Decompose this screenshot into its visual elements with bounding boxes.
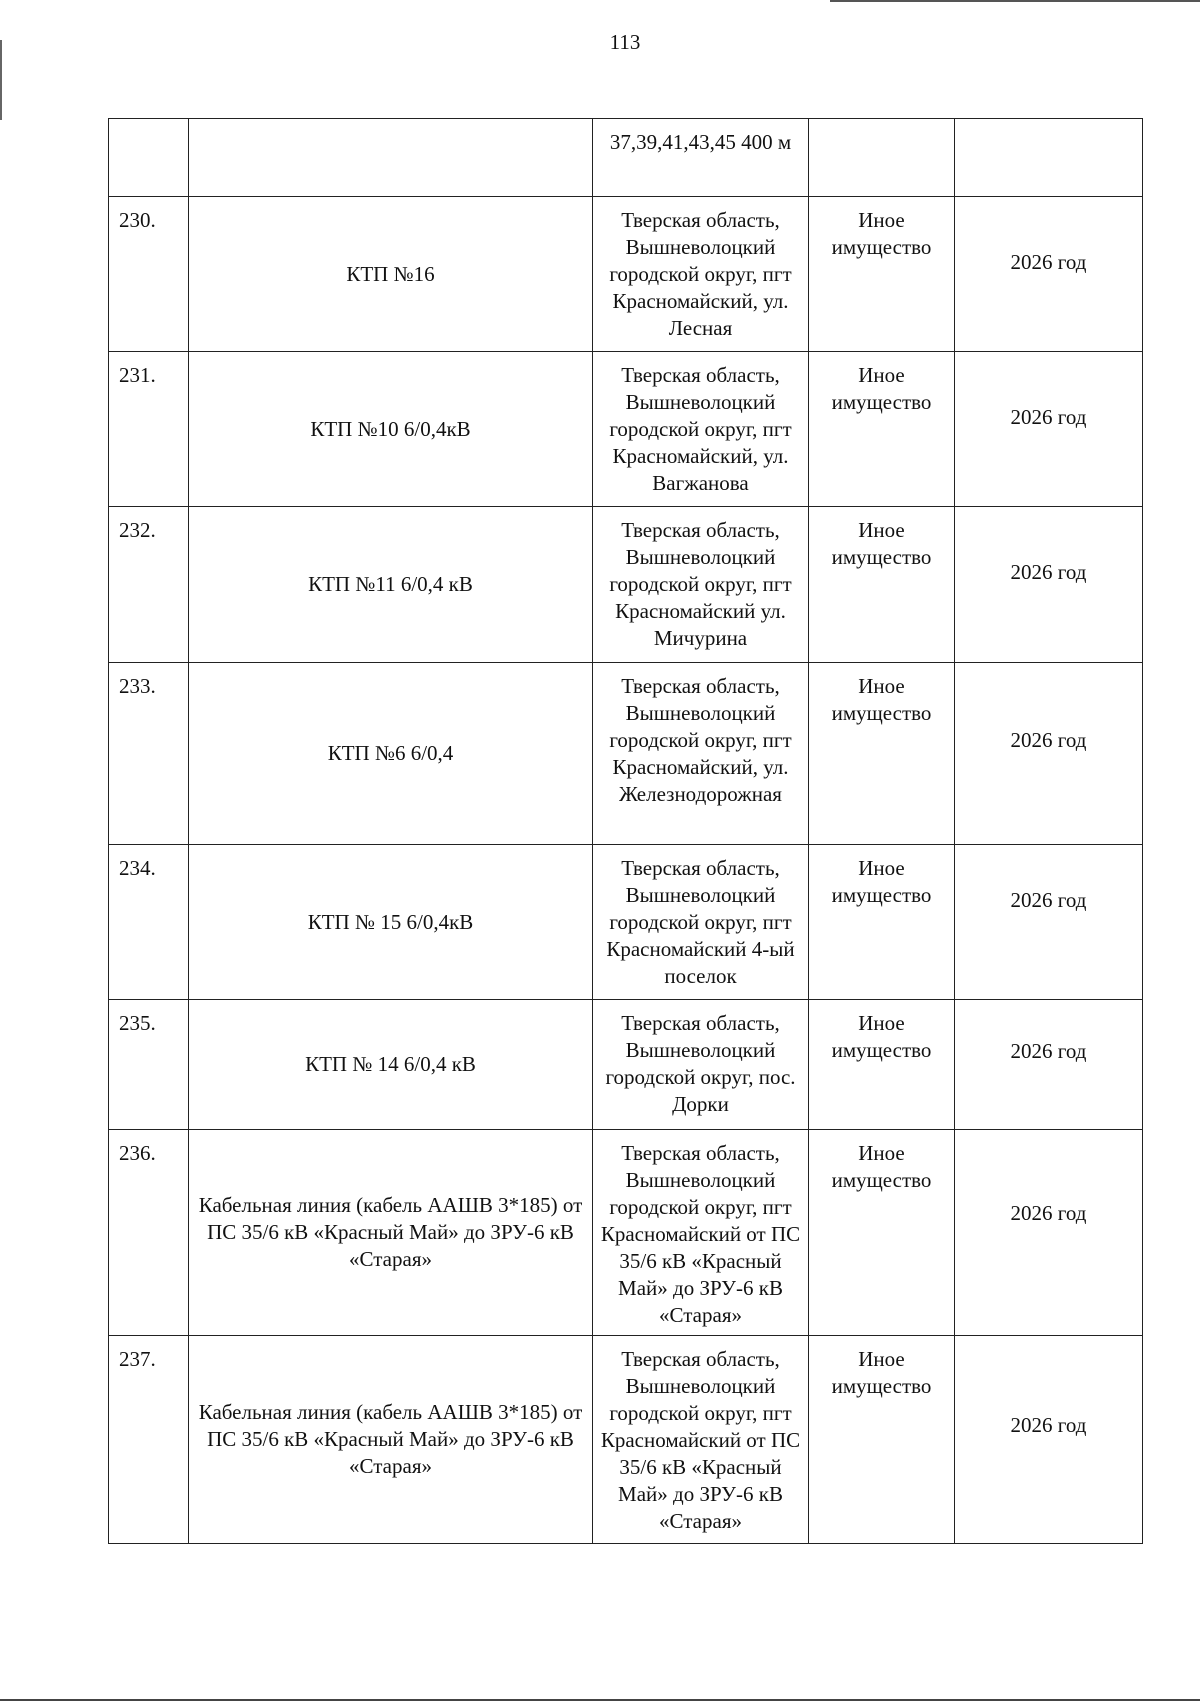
object-name: КТП №11 6/0,4 кВ — [189, 507, 593, 663]
table-row — [109, 197, 1143, 352]
property-type: Иное имущество — [809, 352, 955, 507]
object-name: КТП №6 6/0,4 — [189, 663, 593, 845]
row-number — [109, 119, 189, 197]
object-name: КТП № 15 6/0,4кВ — [189, 845, 593, 1000]
object-address: Тверская область, Вышневолоцкий городской округ, пос. Дорки — [593, 1000, 809, 1130]
table-row — [109, 119, 1143, 197]
object-address: Тверская область, Вышневолоцкий городской округ, пгт Красномайский от ПС 35/6 кВ «Красный Май» до ЗРУ-6 кВ «Старая» — [593, 1130, 809, 1336]
row-number: 237. — [109, 1336, 189, 1544]
year: 2026 год — [955, 845, 1143, 1000]
row-number: 233. — [109, 663, 189, 845]
row-number: 234. — [109, 845, 189, 1000]
object-name: Кабельная линия (кабель ААШВ 3*185) от ПС 35/6 кВ «Красный Май» до ЗРУ-6 кВ «Старая» — [189, 1336, 593, 1544]
table-row — [109, 1000, 1143, 1130]
property-type: Иное имущество — [809, 1336, 955, 1544]
table-row — [109, 352, 1143, 507]
property-type: Иное имущество — [809, 663, 955, 845]
row-number: 230. — [109, 197, 189, 352]
row-number: 231. — [109, 352, 189, 507]
object-address: Тверская область, Вышневолоцкий городской округ, пгт Красномайский, ул. Вагжанова — [593, 352, 809, 507]
property-type: Иное имущество — [809, 845, 955, 1000]
object-address: Тверская область, Вышневолоцкий городской округ, пгт Красномайский, ул. Железнодорожная — [593, 663, 809, 845]
year — [955, 119, 1143, 197]
page-number: 113 — [609, 30, 641, 54]
property-type — [809, 119, 955, 197]
table-row — [109, 1130, 1143, 1336]
year: 2026 год — [955, 507, 1143, 663]
year: 2026 год — [955, 1130, 1143, 1336]
year: 2026 год — [955, 1000, 1143, 1130]
object-address: Тверская область, Вышневолоцкий городской округ, пгт Красномайский 4-ый поселок — [593, 845, 809, 1000]
property-type: Иное имущество — [809, 507, 955, 663]
scan-edge-top — [830, 0, 1200, 2]
property-type: Иное имущество — [809, 197, 955, 352]
object-name: КТП №10 6/0,4кВ — [189, 352, 593, 507]
object-address: Тверская область, Вышневолоцкий городской округ, пгт Красномайский от ПС 35/6 кВ «Красный Май» до ЗРУ-6 кВ «Старая» — [593, 1336, 809, 1544]
table-row — [109, 507, 1143, 663]
row-number: 235. — [109, 1000, 189, 1130]
property-type: Иное имущество — [809, 1000, 955, 1130]
row-number: 232. — [109, 507, 189, 663]
year: 2026 год — [955, 197, 1143, 352]
row-number: 236. — [109, 1130, 189, 1336]
table-row — [109, 1336, 1143, 1544]
object-name: КТП №16 — [189, 197, 593, 352]
object-name: КТП № 14 6/0,4 кВ — [189, 1000, 593, 1130]
table-row — [109, 845, 1143, 1000]
year: 2026 год — [955, 1336, 1143, 1544]
object-address: Тверская область, Вышневолоцкий городской округ, пгт Красномайский, ул. Лесная — [593, 197, 809, 352]
year: 2026 год — [955, 352, 1143, 507]
object-address: 37,39,41,43,45 400 м — [593, 119, 809, 197]
property-type: Иное имущество — [809, 1130, 955, 1336]
year: 2026 год — [955, 663, 1143, 845]
property-table — [108, 118, 1143, 1544]
object-name — [189, 119, 593, 197]
table-row — [109, 663, 1143, 845]
object-address: Тверская область, Вышневолоцкий городской округ, пгт Красномайский ул. Мичурина — [593, 507, 809, 663]
object-name: Кабельная линия (кабель ААШВ 3*185) от ПС 35/6 кВ «Красный Май» до ЗРУ-6 кВ «Старая» — [189, 1130, 593, 1336]
